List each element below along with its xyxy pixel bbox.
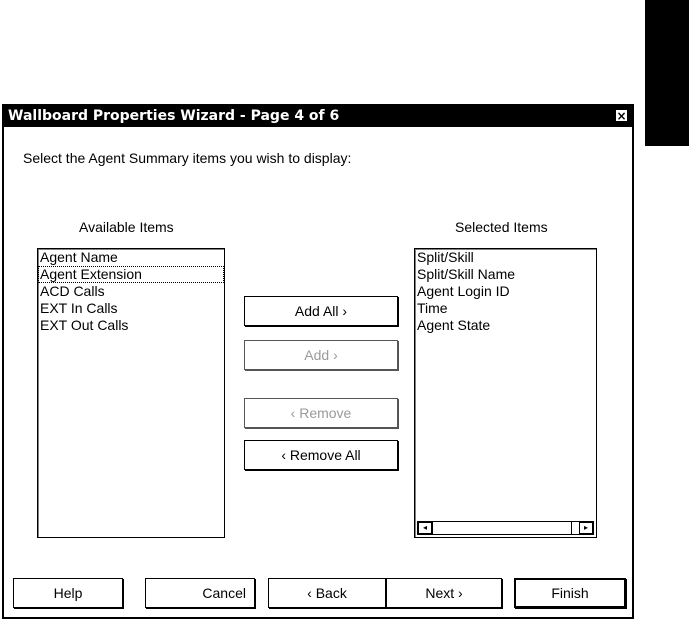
selected-items-label: Selected Items [455, 219, 548, 235]
list-item[interactable]: Agent Login ID [417, 283, 510, 299]
scroll-right-icon[interactable]: ▸ [579, 522, 593, 534]
list-item[interactable]: EXT Out Calls [40, 317, 129, 333]
dialog-title: Wallboard Properties Wizard - Page 4 of 6 [8, 108, 340, 124]
finish-button[interactable]: Finish [514, 578, 626, 608]
list-item[interactable]: Agent State [417, 317, 491, 333]
title-bar [4, 106, 632, 127]
page-edge-tab [645, 0, 689, 146]
list-item[interactable]: EXT In Calls [40, 300, 118, 316]
scroll-thumb[interactable] [432, 522, 572, 534]
remove-all-button[interactable]: ‹ Remove All [244, 440, 398, 470]
back-button[interactable]: ‹ Back [268, 578, 386, 608]
close-icon[interactable]: × [616, 109, 627, 123]
list-item[interactable]: Split/Skill [417, 249, 474, 265]
cancel-button[interactable]: Cancel [145, 578, 255, 608]
instruction-text: Select the Agent Summary items you wish to display: [23, 150, 352, 166]
next-button[interactable]: Next › [386, 578, 502, 608]
remove-button[interactable]: ‹ Remove [244, 398, 398, 428]
list-item[interactable]: Split/Skill Name [417, 266, 516, 282]
add-button[interactable]: Add › [244, 340, 398, 370]
list-item[interactable]: Agent Name [40, 249, 118, 265]
add-all-button[interactable]: Add All › [244, 296, 398, 326]
list-item[interactable]: Agent Extension [38, 266, 224, 283]
horizontal-scrollbar[interactable] [417, 521, 594, 535]
selected-items-list[interactable] [414, 248, 597, 538]
scroll-left-icon[interactable]: ◂ [418, 522, 432, 534]
list-item[interactable]: Time [417, 300, 448, 316]
wizard-dialog [2, 104, 634, 619]
list-item[interactable]: ACD Calls [40, 283, 105, 299]
available-items-label: Available Items [79, 219, 174, 235]
help-button[interactable]: Help [13, 578, 123, 608]
available-items-list[interactable] [37, 248, 225, 538]
